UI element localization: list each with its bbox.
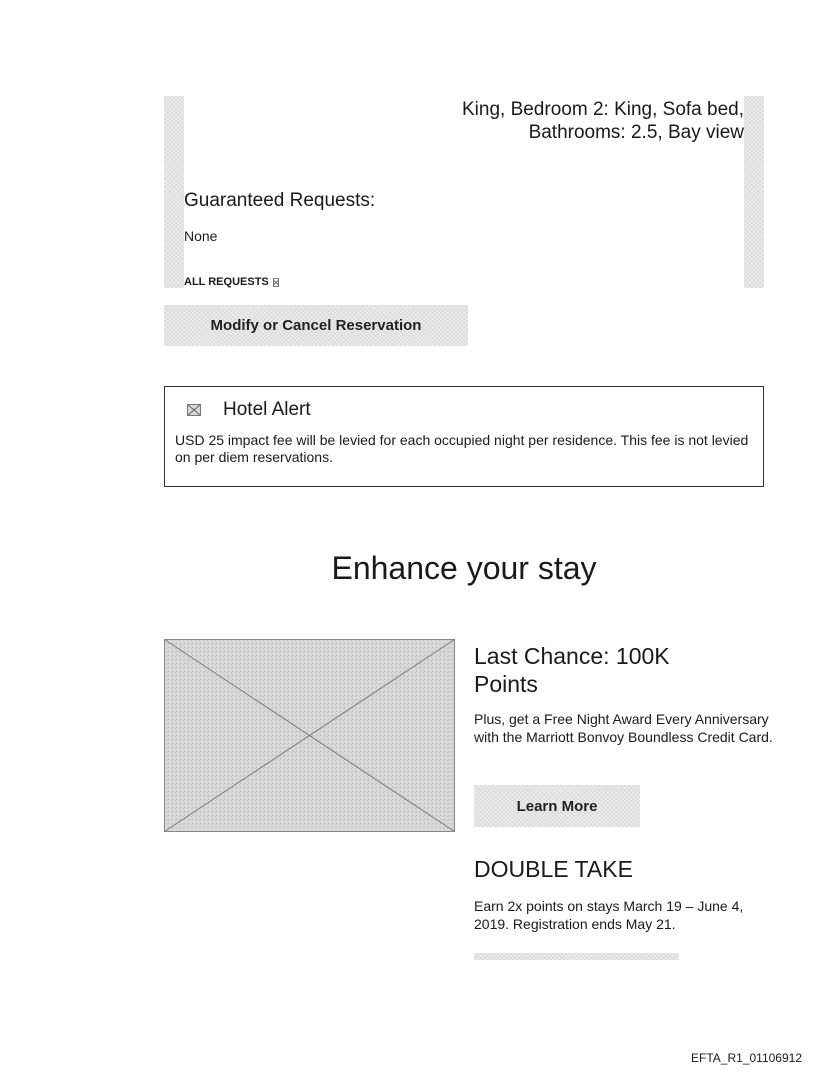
card-edge-left xyxy=(164,96,184,288)
hotel-alert-text: USD 25 impact fee will be levied for each occupied night per residence. This fee is not levied on per diem reservations. xyxy=(175,432,749,465)
broken-image-icon xyxy=(187,404,201,416)
offer-title: Last Chance: 100K Points xyxy=(474,643,670,697)
guaranteed-requests-value: None xyxy=(184,228,218,244)
document-id: EFTA_R1_01106912 xyxy=(691,1051,802,1065)
room-details-card xyxy=(164,96,764,288)
enhance-title: Enhance your stay xyxy=(331,550,597,586)
offer-button-faded[interactable] xyxy=(474,953,679,960)
hotel-alert-box xyxy=(164,386,764,487)
modify-cancel-reservation-button[interactable]: Modify or Cancel Reservation xyxy=(164,305,468,346)
image-placeholder-icon xyxy=(164,639,455,832)
offer-image-placeholder xyxy=(164,639,455,832)
offer-text: Earn 2x points on stays March 19 – June 4, 2019. Registration ends May 21. xyxy=(474,898,744,932)
room-description-line2: Bathrooms: 2.5, Bay view xyxy=(528,122,744,143)
room-description xyxy=(324,98,744,144)
offer-text: Plus, get a Free Night Award Every Anniversary with the Marriott Bonvoy Boundless Credit Card. xyxy=(474,711,773,745)
learn-more-button[interactable]: Learn More xyxy=(474,785,640,827)
room-description-line1: King, Bedroom 2: King, Sofa bed, xyxy=(461,99,744,120)
broken-image-icon xyxy=(273,278,279,287)
card-edge-right xyxy=(744,96,764,288)
all-requests-link[interactable] xyxy=(184,276,279,288)
hotel-alert-title: Hotel Alert xyxy=(223,399,311,420)
guaranteed-requests-title: Guaranteed Requests: xyxy=(184,190,376,211)
offer-title: DOUBLE TAKE xyxy=(474,856,633,882)
all-requests-label: ALL REQUESTS xyxy=(184,276,269,288)
